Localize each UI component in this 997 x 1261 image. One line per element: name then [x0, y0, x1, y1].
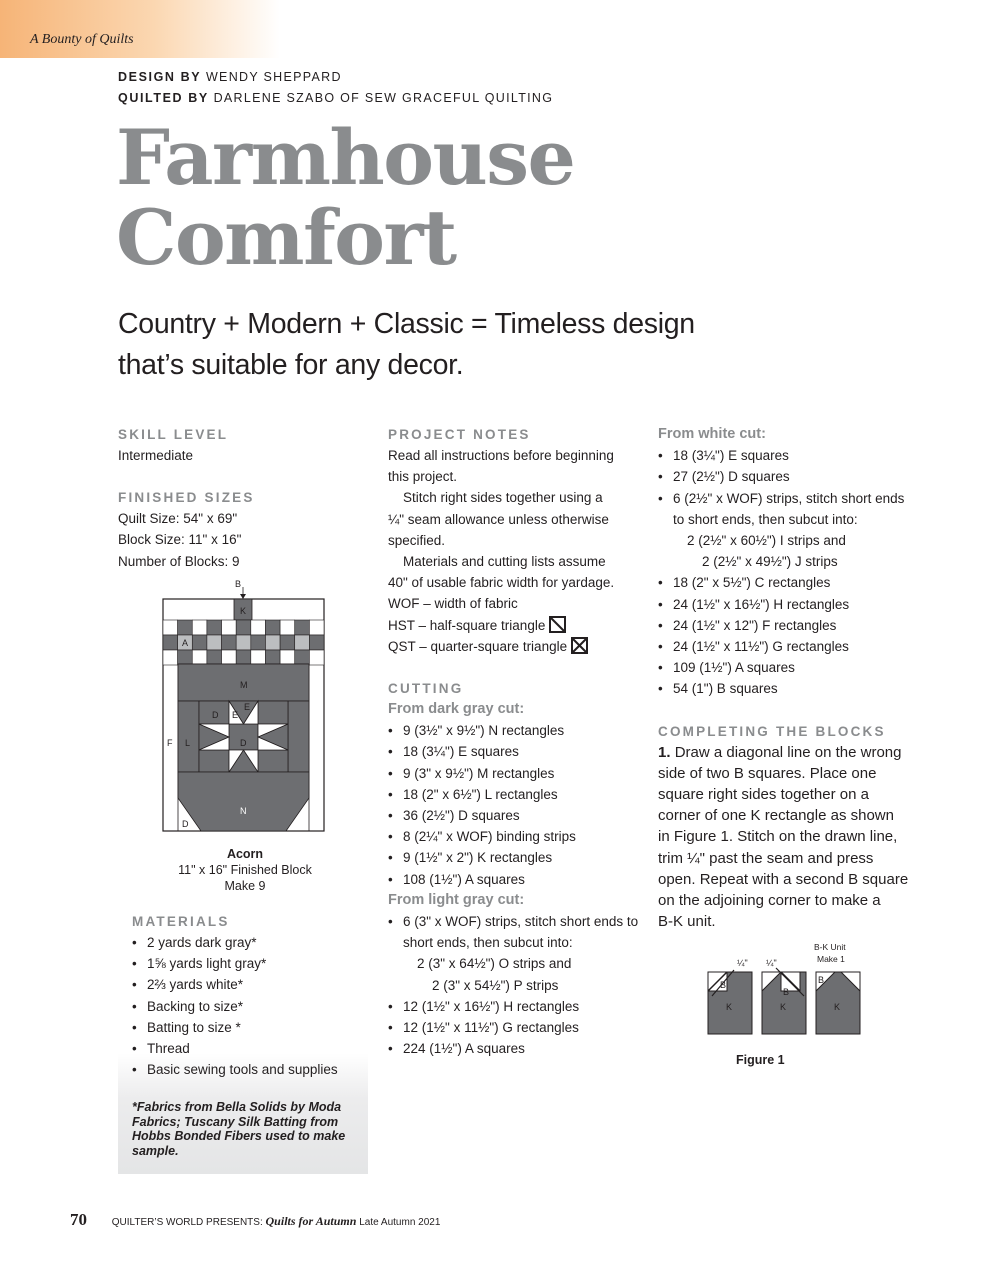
checker-square	[280, 635, 295, 650]
step-1	[658, 742, 918, 933]
subtitle	[118, 304, 818, 386]
checker-square	[207, 635, 222, 650]
checker-square	[178, 650, 193, 665]
white-heading: From white cut:	[658, 426, 766, 442]
completing-heading: COMPLETING THE BLOCKS	[658, 723, 886, 739]
checker-square	[236, 650, 251, 665]
step-line: open. Repeat with a second B square	[658, 870, 909, 888]
label-e-1: E	[244, 702, 251, 712]
material-item: • 2⅔ yards white*	[132, 974, 368, 995]
white-list	[658, 445, 918, 509]
material-item: • 1⅝ yards light gray*	[132, 953, 368, 974]
cut-subline: short ends, then subcut into:	[403, 935, 573, 951]
cut-item: • 54 (1") B squares	[658, 678, 918, 699]
checker-square	[178, 620, 193, 635]
materials-box	[118, 906, 368, 1174]
step-line: trim ¼" past the seam and press	[658, 849, 874, 867]
label-m: M	[240, 680, 248, 690]
qst-definition	[388, 636, 643, 657]
cut-item: • 6 (3" x WOF) strips, stitch short ends to	[388, 911, 643, 932]
quilted-credit	[118, 88, 553, 109]
dark-gray-list	[388, 720, 643, 890]
project-notes-heading: PROJECT NOTES	[388, 427, 531, 442]
label-l: L	[185, 738, 191, 748]
block-size: Block Size: 11" x 16"	[118, 532, 242, 548]
unit-title: B-K Unit	[814, 942, 846, 952]
checker-square	[309, 635, 324, 650]
cut-item: • 9 (3½" x 9½") N rectangles	[388, 720, 643, 741]
label-k-2: K	[780, 1002, 787, 1012]
cut-item: • 24 (1½" x 11½") G rectangles	[658, 636, 918, 657]
label-a: A	[182, 638, 189, 648]
label-b-2: B	[783, 987, 790, 997]
cut-item: • 9 (1½" x 2") K rectangles	[388, 847, 643, 868]
label-d-top: D	[212, 710, 219, 720]
label-d-bottom: D	[182, 819, 189, 829]
label-e-2: E	[232, 710, 239, 720]
light-gray-list	[388, 911, 643, 932]
cut-subline: 2 (2½" x 60½") I strips and	[687, 533, 846, 549]
label-b: B	[235, 580, 242, 589]
cut-subline: 2 (2½" x 49½") J strips	[702, 554, 838, 570]
checker-square	[251, 650, 266, 665]
quilter-name: DARLENE SZABO OF SEW GRACEFUL QUILTING	[213, 91, 554, 105]
page-number: 70	[70, 1210, 87, 1229]
checker-square	[222, 635, 237, 650]
checker-square	[222, 620, 237, 635]
cut-item: • 224 (1½") A squares	[388, 1038, 643, 1059]
step-line: on the adjoining corner to make a	[658, 892, 881, 910]
checker-square	[265, 620, 280, 635]
acorn-block-svg	[162, 580, 328, 836]
title-line-2: Comfort	[116, 193, 456, 282]
checker-square	[163, 620, 178, 635]
label-k: K	[240, 606, 247, 616]
label-k-3: K	[834, 1002, 841, 1012]
cut-item: • 18 (3¼") E squares	[658, 445, 918, 466]
hst-icon	[549, 616, 566, 633]
running-header-band	[0, 0, 280, 58]
step-text: Draw a diagonal line on the wrong	[674, 743, 902, 761]
checker-square	[163, 650, 178, 665]
finished-sizes-heading: FINISHED SIZES	[118, 490, 255, 506]
cut-subline: 2 (3" x 64½") O strips and	[417, 956, 572, 972]
cut-item: • 9 (3" x 9½") M rectangles	[388, 763, 643, 784]
materials-list	[132, 932, 368, 1080]
title-line-1: Farmhouse	[116, 113, 575, 202]
cut-subline: to short ends, then subcut into:	[673, 511, 858, 527]
skill-level-heading: SKILL LEVEL	[118, 427, 229, 442]
material-item: • Batting to size *	[132, 1017, 368, 1038]
cut-item: • 12 (1½" x 11½") G rectangles	[388, 1017, 643, 1038]
cut-item: • 24 (1½" x 16½") H rectangles	[658, 594, 918, 615]
acorn-block-diagram	[162, 580, 328, 841]
block-name: Acorn	[226, 847, 264, 861]
cut-item: • 12 (1½" x 16½") H rectangles	[388, 996, 643, 1017]
cut-item: • 109 (1½") A squares	[658, 657, 918, 678]
block-finished-size: 11" x 16" Finished Block	[178, 863, 312, 877]
issue-date: Late Autumn 2021	[359, 1217, 441, 1228]
checker-square	[265, 650, 280, 665]
step-line	[658, 742, 918, 763]
quilted-label: QUILTED BY	[118, 91, 209, 105]
cut-item: • 36 (2½") D squares	[388, 805, 643, 826]
unit-make: Make 1	[817, 954, 845, 964]
checker-square	[163, 635, 178, 650]
step-line: B-K unit.	[658, 913, 716, 931]
block-caption	[160, 846, 330, 894]
credits	[118, 67, 553, 109]
note-line: 40" of usable fabric width for yardage.	[388, 575, 615, 591]
label-n: N	[240, 806, 247, 816]
checker-square	[251, 635, 266, 650]
checker-square	[192, 650, 207, 665]
cut-item: • 27 (2½") D squares	[658, 466, 918, 487]
designer-name: WENDY SHEPPARD	[205, 70, 342, 84]
hst-text: HST – half-square triangle	[388, 617, 546, 633]
light-gray-heading: From light gray cut:	[388, 891, 525, 908]
qst-text: QST – quarter-square triangle	[388, 638, 568, 654]
cut-subline: 2 (3" x 54½") P strips	[432, 977, 559, 993]
issue-title: Quilts for Autumn	[265, 1214, 357, 1228]
step-line: square right sides together on a	[658, 786, 869, 804]
note-line: Read all instructions before beginning	[388, 448, 614, 463]
skill-level-value: Intermediate	[118, 448, 194, 463]
cut-item: • 8 (2¼" x WOF) binding strips	[388, 826, 643, 847]
note-line: Materials and cutting lists assume	[403, 554, 606, 570]
step-number: 1.	[658, 743, 671, 761]
checker-square	[251, 620, 266, 635]
step-line: side of two B squares. Place one	[658, 764, 877, 782]
wof-definition: WOF – width of fabric	[388, 596, 518, 612]
block-make-count: Make 9	[224, 879, 266, 893]
label-b-3: B	[818, 975, 825, 985]
label-b-1: B	[720, 980, 727, 990]
note-line: ¼" seam allowance unless otherwise	[388, 511, 609, 527]
material-item: • 2 yards dark gray*	[132, 932, 368, 953]
checker-square	[207, 620, 222, 635]
checker-square	[309, 650, 324, 665]
subtitle-line-1: Country + Modern + Classic = Timeless design	[118, 308, 695, 340]
label-f: F	[167, 738, 173, 748]
figure-1	[700, 940, 870, 1045]
note-line: this project.	[388, 469, 458, 485]
quilt-size: Quilt Size: 54" x 69"	[118, 511, 238, 527]
material-item: • Thread	[132, 1038, 368, 1059]
checker-square	[280, 650, 295, 665]
column-middle	[388, 424, 643, 1059]
materials-heading: MATERIALS	[132, 914, 230, 929]
page-title	[116, 113, 575, 282]
material-item: • Backing to size*	[132, 996, 368, 1017]
material-item: • Basic sewing tools and supplies	[132, 1059, 368, 1080]
note-line: specified.	[388, 532, 446, 548]
note-line: Stitch right sides together using a	[403, 490, 603, 506]
subtitle-line-2: that’s suitable for any decor.	[118, 349, 464, 381]
checker-square	[295, 620, 310, 635]
materials-note: *Fabrics from Bella Solids by Moda Fabrics; Tuscany Silk Batting from Hobbs Bonded Fibers used to make sample.	[132, 1100, 346, 1158]
cut-item: • 6 (2½" x WOF) strips, stitch short ends	[658, 488, 918, 509]
design-label: DESIGN BY	[118, 70, 202, 84]
checker-square	[265, 635, 280, 650]
checker-square	[207, 650, 222, 665]
dark-gray-heading: From dark gray cut:	[388, 701, 525, 718]
column-right	[658, 424, 918, 932]
qst-icon	[571, 637, 588, 654]
checker-square	[222, 650, 237, 665]
checker-square	[280, 620, 295, 635]
cut-item: • 18 (3¼") E squares	[388, 741, 643, 762]
checker-square	[192, 635, 207, 650]
seam-quarter-2: ¼"	[766, 958, 777, 968]
design-credit	[118, 67, 553, 88]
figure-caption: Figure 1	[736, 1053, 785, 1067]
publisher: QUILTER’S WORLD PRESENTS:	[111, 1217, 263, 1228]
step-line: corner of one K rectangle as shown	[658, 807, 894, 825]
hst-definition	[388, 615, 643, 636]
step-line: in Figure 1. Stitch on the drawn line,	[658, 828, 898, 846]
checker-square	[295, 635, 310, 650]
checker-square	[236, 620, 251, 635]
white-list-2	[658, 572, 918, 699]
light-gray-list-2	[388, 996, 643, 1060]
checker-square	[309, 620, 324, 635]
column-left	[118, 424, 348, 572]
cut-item: • 18 (2" x 6½") L rectangles	[388, 784, 643, 805]
label-k-1: K	[726, 1002, 733, 1012]
cut-item: • 108 (1½") A squares	[388, 869, 643, 890]
checker-square	[236, 635, 251, 650]
cut-item: • 24 (1½" x 12") F rectangles	[658, 615, 918, 636]
running-title: A Bounty of Quilts	[30, 32, 134, 47]
cutting-heading: CUTTING	[388, 681, 464, 697]
page-footer	[70, 1210, 440, 1230]
checker-square	[295, 650, 310, 665]
label-d-center: D	[240, 738, 247, 748]
figure-1-svg	[700, 940, 870, 1040]
number-of-blocks: Number of Blocks: 9	[118, 553, 240, 569]
seam-quarter-1: ¼"	[737, 958, 748, 968]
cut-item: • 18 (2" x 5½") C rectangles	[658, 572, 918, 593]
checker-square	[192, 620, 207, 635]
